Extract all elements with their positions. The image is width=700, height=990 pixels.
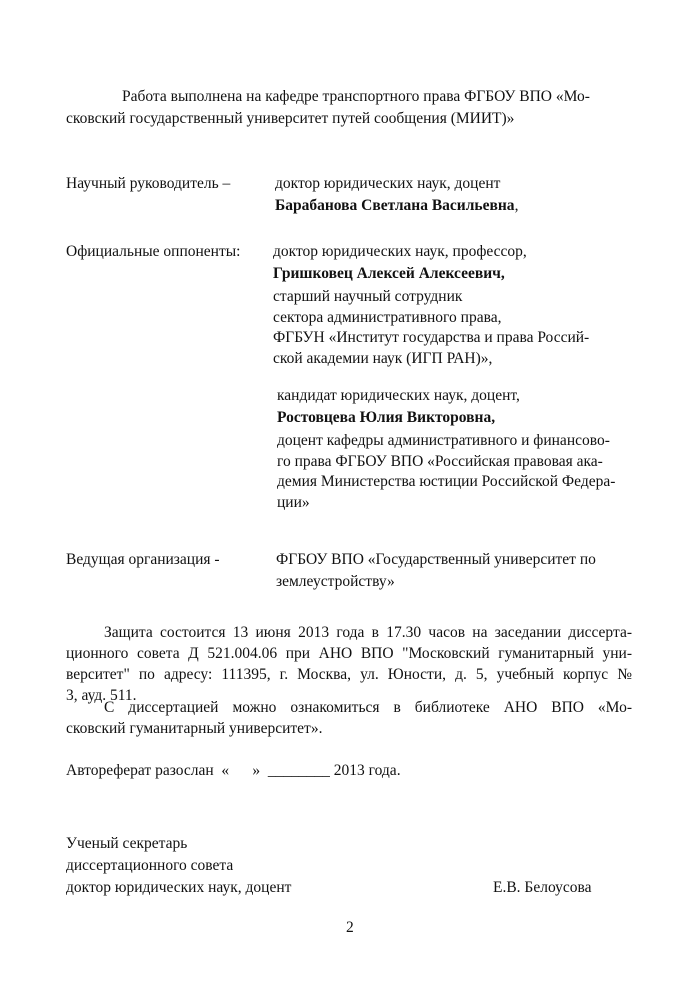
defense-line-3: верситет" по адресу: 111395, г. Москва, ул. Юности, д. 5, учебный корпус № xyxy=(66,666,632,683)
intro-line-2: сковский государственный университет путей сообщения (МИИТ)» xyxy=(66,110,515,127)
defense-line-1: Защита состоится 13 июня 2013 года в 17.30 часов на заседании диссерта- xyxy=(104,624,632,641)
opponent-1-detail-line: сектора административного права, xyxy=(273,308,502,326)
secretary-council: диссертационного совета xyxy=(66,857,234,874)
opponent-1-name: Гришковец Алексей Алексеевич, xyxy=(273,265,505,282)
opponent-2-detail-line: демия Министерства юстиции Российской Федера- xyxy=(277,473,616,490)
opponent-2-detail-line: доцент кафедры административного и финансово- xyxy=(277,432,610,449)
defense-line-4: 3, ауд. 511. xyxy=(66,687,137,704)
supervisor-degree: доктор юридических наук, доцент xyxy=(275,175,501,192)
intro-line-1: Работа выполнена на кафедре транспортного права ФГБОУ ВПО «Мо- xyxy=(122,88,590,105)
opponent-2-detail-line: ции» xyxy=(277,493,310,511)
leading-org-label: Ведущая организация - xyxy=(66,551,220,568)
leading-org-line-1: ФГБОУ ВПО «Государственный университет по xyxy=(276,551,596,568)
supervisor-name-suffix: , xyxy=(514,197,519,214)
page-number: 2 xyxy=(346,919,354,936)
library-line-2: сковский гуманитарный университет». xyxy=(66,720,323,737)
distribution-date: Автореферат разослан « » ________ 2013 года. xyxy=(66,762,401,779)
opponent-2-detail-line: го права ФГБОУ ВПО «Российская правовая ака- xyxy=(277,452,603,470)
supervisor-name: Барабанова Светлана Васильевна xyxy=(275,197,515,214)
opponent-1-degree: доктор юридических наук, профессор, xyxy=(273,243,527,260)
opponent-1-detail-line: ФГБУН «Институт государства и права Россий- xyxy=(273,329,590,346)
opponents-label: Официальные оппоненты: xyxy=(66,243,241,260)
library-line-1: С диссертацией можно ознакомиться в библиотеке АНО ВПО «Мо- xyxy=(104,699,632,716)
supervisor-name-line xyxy=(275,197,518,215)
opponent-1-details xyxy=(273,287,589,369)
secretary-title: Ученый секретарь xyxy=(66,835,188,852)
secretary-name: Е.В. Белоусова xyxy=(493,879,592,896)
leading-org-line-2: землеустройству» xyxy=(276,573,395,590)
opponent-1-detail-line: старший научный сотрудник xyxy=(273,288,463,305)
secretary-degree: доктор юридических наук, доцент xyxy=(66,879,292,896)
defense-line-2: ционного совета Д 521.004.06 при АНО ВПО "Московский гуманитарный уни- xyxy=(66,645,632,662)
opponent-1-detail-line: ской академии наук (ИГП РАН)», xyxy=(273,349,493,367)
supervisor-label: Научный руководитель – xyxy=(66,175,231,192)
opponent-2-details xyxy=(277,431,615,513)
opponent-2-name: Ростовцева Юлия Викторовна, xyxy=(277,409,496,426)
opponent-2-degree: кандидат юридических наук, доцент, xyxy=(277,387,520,404)
